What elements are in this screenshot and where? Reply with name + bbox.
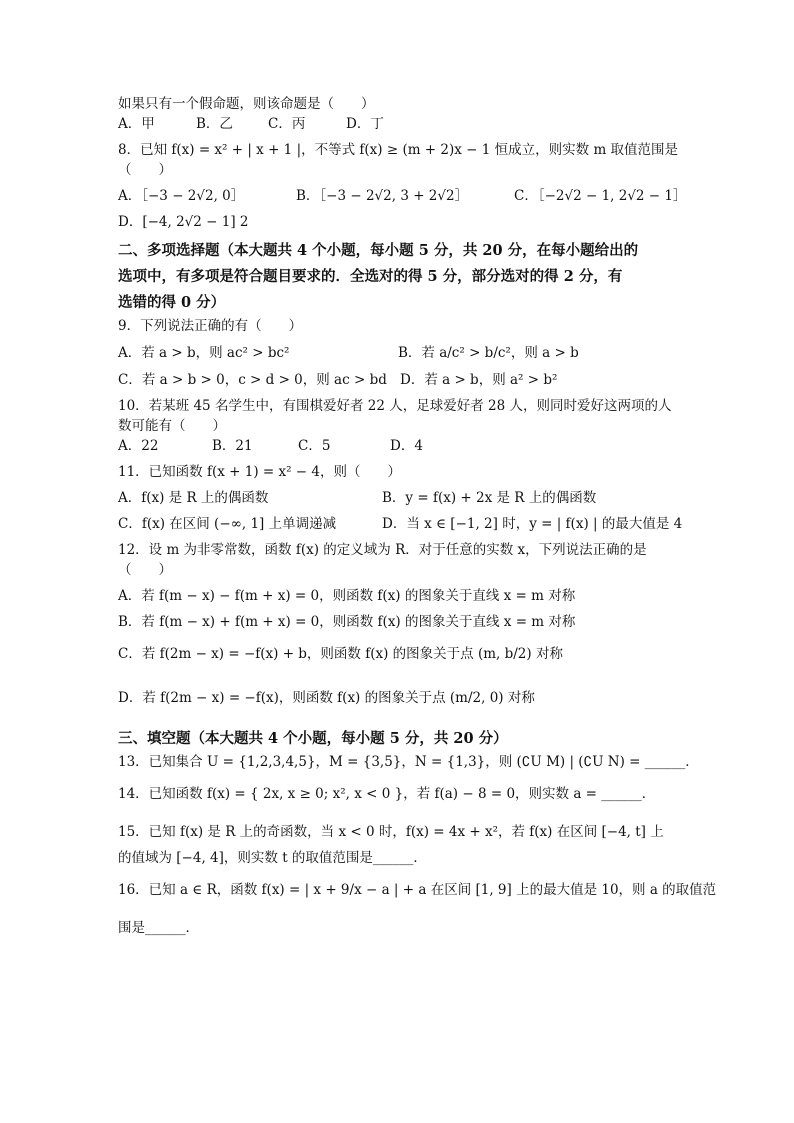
question-16-line-2: 围是______． bbox=[118, 920, 199, 936]
option-d: D．若 a > b，则 a² > b² bbox=[400, 372, 558, 388]
option-b: B．［−3 − 2√2, 3 + 2√2］ bbox=[296, 188, 469, 204]
section-2-heading-line-2: 选项中，有多项是符合题目要求的．全选对的得 5 分，部分选对的得 2 分，有 bbox=[118, 268, 623, 285]
option-a: A．22 bbox=[118, 438, 159, 454]
option-d: D．丁 bbox=[346, 116, 384, 132]
question-12-option-b: B．若 f(m − x) + f(m + x) = 0，则函数 f(x) 的图象关于直线 x = m 对称 bbox=[118, 614, 576, 630]
question-8-paren: （ ） bbox=[118, 162, 172, 178]
question-8-option-d: D．[−4, 2√2 − 1] 2 bbox=[118, 214, 249, 230]
question-11-options-cd bbox=[118, 514, 683, 534]
section-2-heading-line-1: 二、多项选择题（本大题共 4 个小题，每小题 5 分，共 20 分，在每小题给出的 bbox=[118, 242, 639, 259]
question-16-line-1: 16．已知 a ∈ R，函数 f(x) = | x + 9/x − a | + a 在区间 [1, 9] 上的最大值是 10，则 a 的取值范 bbox=[118, 882, 717, 898]
question-9-options-ab bbox=[118, 336, 678, 370]
question-14: 14．已知函数 f(x) = { 2x, x ≥ 0; x², x < 0 }，若 f(a) − 8 = 0，则实数 a = ______． bbox=[118, 786, 656, 802]
option-b: B．乙 bbox=[196, 116, 233, 132]
option-b: B．若 a/c² > b/c²，则 a > b bbox=[398, 345, 579, 361]
option-c: C．丙 bbox=[268, 116, 306, 132]
question-15-line-2: 的值域为 [−4, 4]，则实数 t 的取值范围是______． bbox=[118, 850, 427, 866]
question-12-option-a: A．若 f(m − x) − f(m + x) = 0，则函数 f(x) 的图象关于直线 x = m 对称 bbox=[118, 588, 576, 604]
option-d: D．当 x ∈ [−1, 2] 时，y = | f(x) | 的最大值是 4 bbox=[382, 516, 683, 532]
section-2-heading-line-3: 选错的得 0 分） bbox=[118, 294, 226, 311]
option-d: D．4 bbox=[390, 438, 423, 454]
question-11-prompt: 11．已知函数 f(x + 1) = x² − 4，则（ ） bbox=[118, 464, 401, 480]
question-12-option-d: D．若 f(2m − x) = −f(x)，则函数 f(x) 的图象关于点 (m/2, 0) 对称 bbox=[118, 690, 535, 706]
option-a: A．若 a > b，则 ac² > bc² bbox=[118, 345, 290, 361]
question-10-options bbox=[118, 436, 678, 456]
section-3-heading: 三、填空题（本大题共 4 个小题，每小题 5 分，共 20 分） bbox=[118, 730, 508, 747]
question-10-prompt-tail: 数可能有（ ） bbox=[118, 418, 226, 434]
option-c: C．f(x) 在区间 (−∞, 1] 上单调递减 bbox=[118, 516, 337, 532]
question-7-prompt-tail: 如果只有一个假命题，则该命题是（ ） bbox=[118, 96, 375, 112]
question-13: 13．已知集合 U = {1,2,3,4,5}，M = {3,5}，N = {1,3}，则 (∁U M) | (∁U N) = ______． bbox=[118, 754, 699, 770]
option-c: C．5 bbox=[298, 438, 331, 454]
question-9-prompt: 9．下列说法正确的有（ ） bbox=[118, 318, 303, 334]
question-11-options-ab bbox=[118, 488, 678, 508]
question-12-paren: （ ） bbox=[118, 562, 172, 578]
option-c: C．［−2√2 − 1, 2√2 − 1］ bbox=[514, 188, 687, 204]
option-a: A．f(x) 是 R 上的偶函数 bbox=[118, 490, 269, 506]
question-12-option-c: C．若 f(2m − x) = −f(x) + b，则函数 f(x) 的图象关于点 (m, b/2) 对称 bbox=[118, 646, 563, 662]
option-b: B．y = f(x) + 2x 是 R 上的偶函数 bbox=[382, 490, 597, 506]
question-8-options bbox=[118, 186, 687, 206]
option-a: A．［−3 − 2√2, 0］ bbox=[118, 188, 245, 204]
question-8-prompt: 8．已知 f(x) = x² + | x + 1 |，不等式 f(x) ≥ (m + 2)x − 1 恒成立，则实数 m 取值范围是 bbox=[118, 142, 679, 158]
question-7-options bbox=[118, 114, 678, 134]
exam-page bbox=[118, 94, 717, 938]
option-a: A．甲 bbox=[118, 116, 155, 132]
question-12-prompt: 12．设 m 为非零常数，函数 f(x) 的定义域为 R．对于任意的实数 x，下列说法正确的是 bbox=[118, 542, 647, 558]
option-c: C．若 a > b > 0，c > d > 0，则 ac > bd bbox=[118, 372, 387, 388]
question-9-options-cd bbox=[118, 370, 678, 390]
option-b: B．21 bbox=[212, 438, 253, 454]
question-15-line-1: 15．已知 f(x) 是 R 上的奇函数，当 x < 0 时，f(x) = 4x + x²，若 f(x) 在区间 [−4, t] 上 bbox=[118, 824, 664, 840]
question-10-prompt: 10．若某班 45 名学生中，有围棋爱好者 22 人，足球爱好者 28 人，则同时爱好这两项的人 bbox=[118, 398, 672, 414]
